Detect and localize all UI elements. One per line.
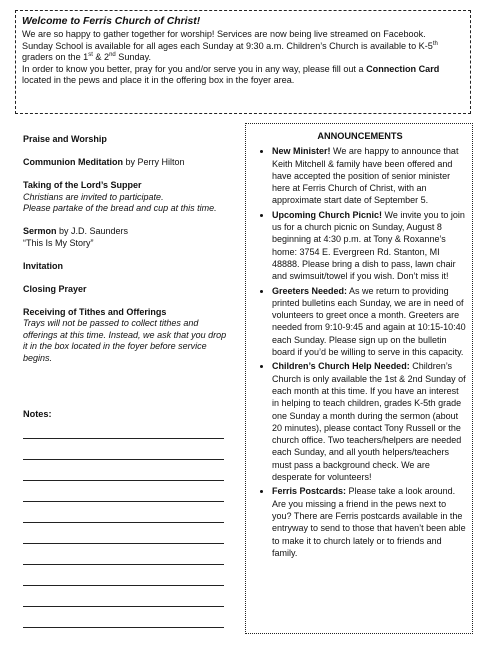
sunday-school-text-b: graders on the 1 [22, 52, 89, 63]
note-line [23, 543, 224, 544]
note-line [23, 606, 224, 607]
welcome-title: Welcome to Ferris Church of Christ! [22, 16, 201, 27]
supper-title: Taking of the Lord’s Supper [23, 180, 142, 190]
tithes-title: Receiving of Tithes and Offerings [23, 306, 167, 317]
announcement-text: As we return to providing printed bulletins each Sunday, we are in need of volunteers to greet once a month. Greeters are needed from 9:10-9:45 and again at 10:15-10:40 each Sunday. Please sign up on the bulletin board if you’d be willing to serve in this capacity. [272, 285, 466, 358]
welcome-paragraph-connection [22, 64, 464, 87]
announcement-text: Please take a look around. Are you missing a friend in the pews next to you? There are Ferris postcards available in the entryway to send to those that haven’t been able to make it to church lately or to friends and family. [272, 486, 466, 558]
sunday-school-text-c: & 2 [92, 52, 110, 63]
note-line [23, 438, 224, 439]
connection-card-label: Connection Card [366, 63, 440, 74]
sup-st: st [88, 52, 93, 59]
sup-th: th [432, 40, 438, 47]
note-line [23, 480, 224, 481]
note-line [23, 459, 224, 460]
welcome-paragraph-sunday-school [22, 41, 464, 64]
note-line [23, 585, 224, 586]
announcement-title: Upcoming Church Picnic! [272, 209, 383, 220]
sermon-line [23, 226, 233, 238]
notes-label: Notes: [23, 409, 52, 419]
note-line [23, 627, 224, 628]
announcement-postcards [272, 485, 466, 559]
welcome-paragraph-livestream: We are so happy to gather together for worship! Services are now being live streamed on Facebook. [22, 29, 426, 39]
invitation-heading: Invitation [23, 260, 63, 271]
tithes-text: Trays will not be passed to collect tithes and offerings at this time. Instead, we ask that you drop it in the box located in the foyer before service begins. [23, 318, 227, 363]
announcement-text: We are happy to announce that Keith Mitchell & family have been offered and have accepted the position of senior minister here at Ferris Church of Christ, with an approximate start date of September 5. [272, 146, 459, 206]
welcome-box [15, 10, 471, 114]
announcements-heading: ANNOUNCEMENTS [317, 131, 403, 141]
supper-section [23, 180, 233, 215]
supper-line-1: Christians are invited to participate. [23, 191, 164, 202]
tithes-section [23, 307, 233, 365]
connection-text-a: In order to know you better, pray for you and/or serve you in any way, please fill out a [22, 63, 367, 74]
announcements-list [254, 145, 466, 559]
supper-line-2: Please partake of the bread and cup at this time. [23, 203, 217, 213]
sup-nd: nd [109, 52, 116, 59]
sermon-by: by J.D. Saunders [56, 226, 129, 236]
sermon-title: “This Is My Story” [23, 237, 94, 248]
announcement-text: We invite you to join us for a church picnic on Sunday, August 8 beginning at 4:30 p.m. at Tony & Roxanne’s home: 3754 E. Evergreen Rd. Stanton, MI 48888. Please bring a dish to pass, lawn chair and swimsuit/towel if you wish. Don’t miss it! [272, 209, 465, 282]
connection-text-b: located in the pews and place it in the offering box in the foyer area. [22, 75, 295, 86]
announcement-title: Greeters Needed: [272, 285, 348, 296]
praise-heading: Praise and Worship [23, 134, 107, 144]
announcement-greeters [272, 285, 466, 359]
sermon-section [23, 226, 233, 249]
note-line [23, 501, 224, 502]
closing-prayer-heading: Closing Prayer [23, 283, 87, 294]
note-line [23, 522, 224, 523]
announcement-title: Ferris Postcards: [272, 486, 347, 497]
announcement-childrens-church [272, 360, 466, 483]
note-line [23, 564, 224, 565]
announcement-title: New Minister! [272, 146, 331, 157]
sunday-school-text-a: Sunday School is available for all ages each Sunday at 9:30 a.m. Children’s Church is available to K-5 [22, 40, 433, 51]
announcement-new-minister [272, 145, 466, 206]
sunday-school-text-d: Sunday. [115, 52, 152, 63]
announcement-text: Children’s Church is only available the 1st & 2nd Sunday of each month at this time. If you have an interest in helping to teach children, grades K-5th grade one Sunday a month during the sermon (about 20 minutes), please contact Tony Russell or the church office. Two teachers/helpers are needed each Sunday, and all youth helpers/teachers must pass a background check. We are desperate for volunteers! [272, 361, 466, 483]
communion-label: Communion Meditation [23, 157, 123, 167]
announcement-church-picnic [272, 209, 466, 283]
announcements-box [245, 123, 473, 634]
announcement-title: Children’s Church Help Needed: [272, 361, 410, 372]
communion-by: by Perry Hilton [123, 157, 185, 167]
sermon-label: Sermon [23, 226, 57, 236]
order-of-worship [23, 134, 233, 376]
communion-line [23, 157, 233, 169]
